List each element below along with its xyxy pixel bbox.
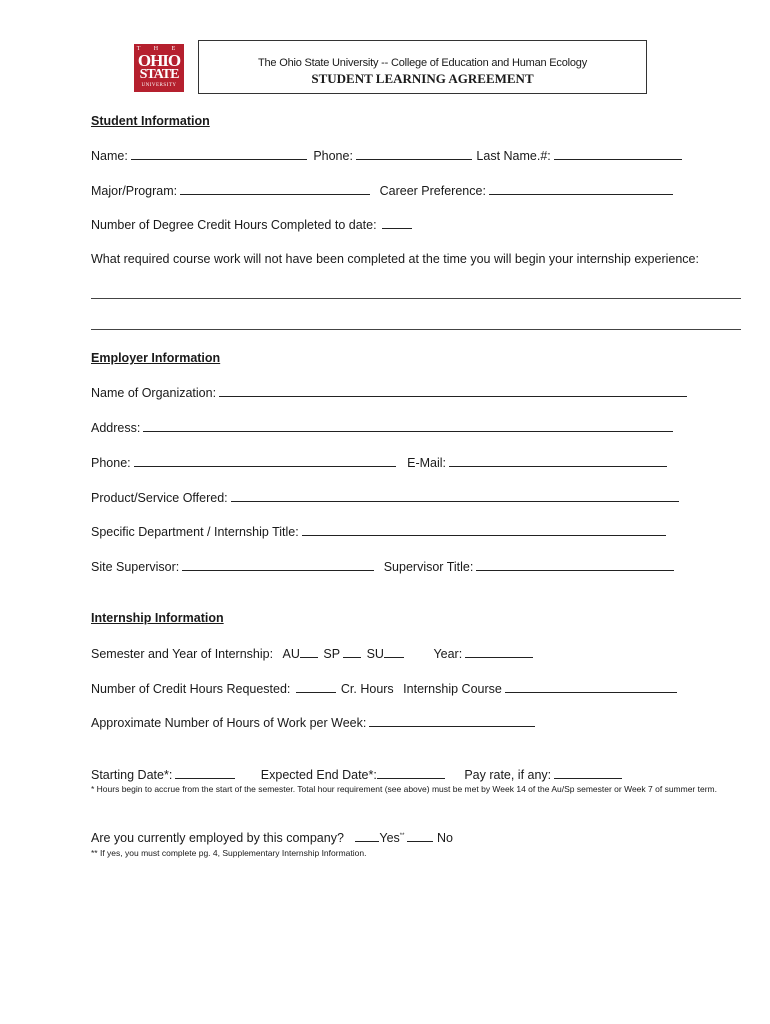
- osu-logo: [134, 44, 184, 92]
- logo-state: STATE: [139, 67, 179, 82]
- dept-field[interactable]: [302, 524, 666, 536]
- semester-label: Semester and Year of Internship:: [91, 647, 274, 661]
- year-field[interactable]: [465, 646, 533, 658]
- semester-row: [91, 646, 533, 661]
- name-field[interactable]: [131, 148, 307, 160]
- internship-course-label: Internship Course: [403, 682, 502, 696]
- phone-label: Phone:: [313, 149, 353, 163]
- org-row: [91, 385, 687, 400]
- career-label: Career Preference:: [379, 184, 486, 198]
- au-field[interactable]: [300, 646, 318, 658]
- internship-course-field[interactable]: [505, 681, 677, 693]
- employer-phone-label: Phone:: [91, 456, 131, 470]
- employed-label: Are you currently employed by this company?: [91, 831, 344, 845]
- supervisor-title-field[interactable]: [476, 559, 674, 571]
- last-name-field[interactable]: [554, 148, 682, 160]
- su-field[interactable]: [384, 646, 404, 658]
- sp-field[interactable]: [343, 646, 361, 658]
- form-title: STUDENT LEARNING AGREEMENT: [311, 71, 534, 86]
- product-row: [91, 490, 679, 505]
- end-date-label: Expected End Date*:: [260, 768, 377, 782]
- logo-ohio: OHIO: [137, 51, 181, 70]
- credits-requested-field[interactable]: [296, 681, 336, 693]
- logo-the: T H E: [136, 46, 182, 52]
- credit-hours-row: [91, 217, 412, 232]
- su-label: SU: [366, 647, 384, 661]
- no-field[interactable]: [407, 830, 433, 842]
- dept-row: [91, 524, 666, 539]
- au-label: AU: [282, 647, 300, 661]
- yes-label: Yes: [379, 831, 400, 845]
- major-field[interactable]: [180, 183, 370, 195]
- hours-week-label: Approximate Number of Hours of Work per Week:: [91, 716, 367, 730]
- org-label: Name of Organization:: [91, 386, 217, 400]
- course-work-line-1[interactable]: [91, 298, 741, 299]
- supervisor-row: [91, 559, 674, 574]
- hours-note: * Hours begin to accrue from the start of the semester. Total hour requirement (see above) must be met by Week 14 of the Au/Sp semester or Week 7 of summer term.: [91, 784, 717, 794]
- dates-row: [91, 767, 622, 782]
- employer-phone-row: [91, 455, 667, 470]
- credits-requested-row: [91, 681, 677, 696]
- no-label: No: [436, 831, 453, 845]
- yes-footnote-mark: **: [399, 832, 405, 839]
- start-date-field[interactable]: [175, 767, 235, 779]
- employer-info-heading: Employer Information: [91, 351, 221, 365]
- major-label: Major/Program:: [91, 184, 178, 198]
- product-label: Product/Service Offered:: [91, 491, 228, 505]
- employed-note: ** If yes, you must complete pg. 4, Supplementary Internship Information.: [91, 848, 367, 858]
- product-field[interactable]: [231, 490, 679, 502]
- start-date-label: Starting Date*:: [91, 768, 173, 782]
- name-label: Name:: [91, 149, 128, 163]
- course-work-label: What required course work will not have been completed at the time you will begin your internship experience:: [91, 252, 699, 266]
- header-institution: The Ohio State University -- College of Education and Human Ecology: [258, 57, 587, 69]
- major-row: [91, 183, 673, 198]
- end-date-field[interactable]: [377, 767, 445, 779]
- credit-hours-field[interactable]: [382, 217, 412, 229]
- email-label: E-Mail:: [407, 456, 447, 470]
- employer-phone-field[interactable]: [134, 455, 396, 467]
- yes-field[interactable]: [355, 830, 379, 842]
- logo-university: UNIVERSITY: [141, 83, 177, 88]
- sp-label: SP: [323, 647, 341, 661]
- hours-week-field[interactable]: [369, 715, 535, 727]
- employed-row: [91, 830, 453, 845]
- last-name-label: Last Name.#:: [476, 149, 551, 163]
- supervisor-label: Site Supervisor:: [91, 560, 180, 574]
- header-box: [198, 40, 647, 94]
- email-field[interactable]: [449, 455, 667, 467]
- hours-week-row: [91, 715, 535, 730]
- student-name-row: [91, 148, 682, 163]
- pay-rate-label: Pay rate, if any:: [464, 768, 552, 782]
- internship-info-heading: Internship Information: [91, 611, 224, 625]
- org-field[interactable]: [219, 385, 687, 397]
- career-field[interactable]: [489, 183, 673, 195]
- address-row: [91, 420, 673, 435]
- pay-rate-field[interactable]: [554, 767, 622, 779]
- course-work-line-2[interactable]: [91, 329, 741, 330]
- supervisor-field[interactable]: [182, 559, 374, 571]
- dept-label: Specific Department / Internship Title:: [91, 525, 299, 539]
- credits-requested-label: Number of Credit Hours Requested:: [91, 682, 291, 696]
- address-field[interactable]: [143, 420, 673, 432]
- cr-hours-label: Cr. Hours: [340, 682, 394, 696]
- student-info-heading: Student Information: [91, 114, 210, 128]
- year-label: Year:: [433, 647, 463, 661]
- credit-hours-label: Number of Degree Credit Hours Completed to date:: [91, 218, 377, 232]
- supervisor-title-label: Supervisor Title:: [383, 560, 474, 574]
- phone-field[interactable]: [356, 148, 472, 160]
- address-label: Address:: [91, 421, 141, 435]
